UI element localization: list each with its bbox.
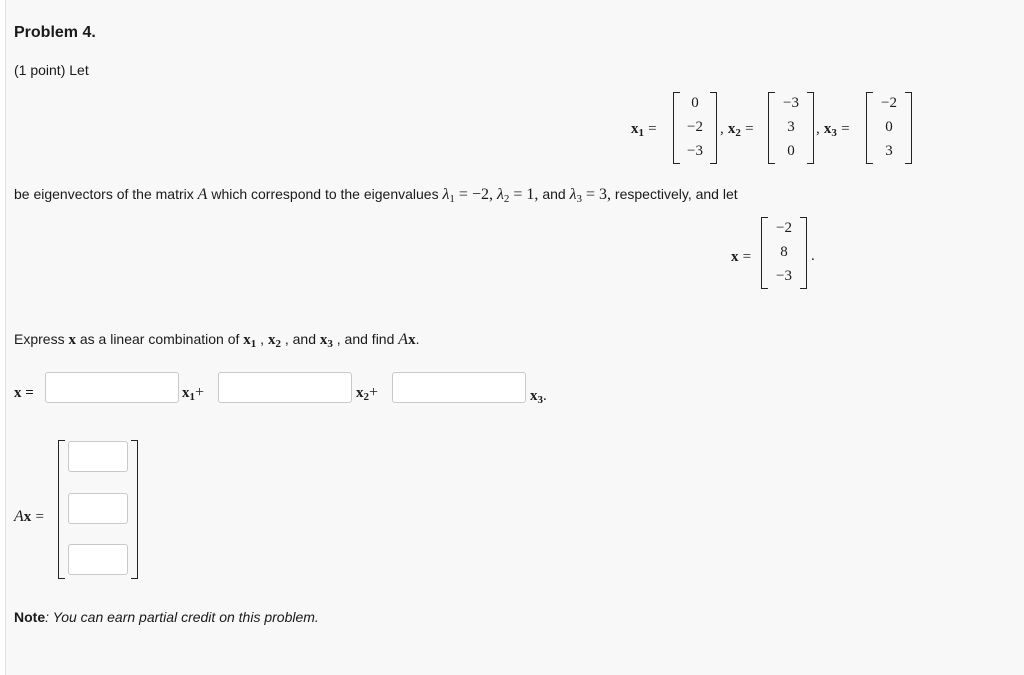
ax-equals-label: Ax =	[14, 508, 44, 525]
x-label: x =	[731, 249, 752, 265]
x3-label: , $x_3$ =	[816, 121, 850, 139]
x-entry: −2	[776, 220, 792, 236]
x2-entry: 3	[787, 119, 795, 135]
x-vector-period: .	[811, 248, 815, 264]
x-entry: −3	[776, 268, 792, 284]
coefficient-2-input[interactable]	[218, 372, 352, 403]
x1-term-label: $x_1+$	[182, 384, 205, 403]
x1-entry: −2	[687, 119, 703, 135]
x2-label: , $x_2$ =	[720, 121, 754, 139]
express-instruction: Express x as a linear combination of $x_1$ , $x_2$ , and $x_3$ , and find Ax.	[14, 331, 420, 350]
x1-entry: −3	[687, 143, 703, 159]
x-equals-label: x =	[14, 385, 34, 401]
x3-vector	[866, 92, 912, 164]
x1-label: $x_1$ =	[631, 121, 657, 139]
x3-entry: −2	[881, 95, 897, 111]
x2-term-label: $x_2+$	[356, 384, 379, 403]
problem-title: Problem 4.	[14, 24, 96, 41]
x2-entry: −3	[783, 95, 799, 111]
x-vector	[761, 217, 807, 289]
ax-entry-3-input[interactable]	[68, 544, 128, 575]
coefficient-3-input[interactable]	[392, 372, 526, 403]
ax-entry-1-input[interactable]	[68, 441, 128, 472]
x3-entry: 3	[885, 143, 893, 159]
x1-entry: 0	[691, 95, 699, 111]
x-entry: 8	[780, 244, 788, 260]
coefficient-1-input[interactable]	[45, 372, 179, 403]
x2-vector	[768, 92, 814, 164]
x3-entry: 0	[885, 119, 893, 135]
x3-term-label: $x_3$.	[530, 388, 547, 406]
problem-intro: (1 point) Let	[14, 62, 89, 78]
x1-vector	[673, 92, 717, 164]
eigen-sentence: be eigenvectors of the matrix A which correspond to the eigenvalues $\lambda_1 = -2$, $\lambda_2 = 1$, and $\lambda_3 = 3$, respectively, and let	[14, 186, 738, 205]
ax-entry-2-input[interactable]	[68, 493, 128, 524]
x2-entry: 0	[787, 143, 795, 159]
partial-credit-note: Note: You can earn partial credit on this problem.	[14, 609, 319, 625]
